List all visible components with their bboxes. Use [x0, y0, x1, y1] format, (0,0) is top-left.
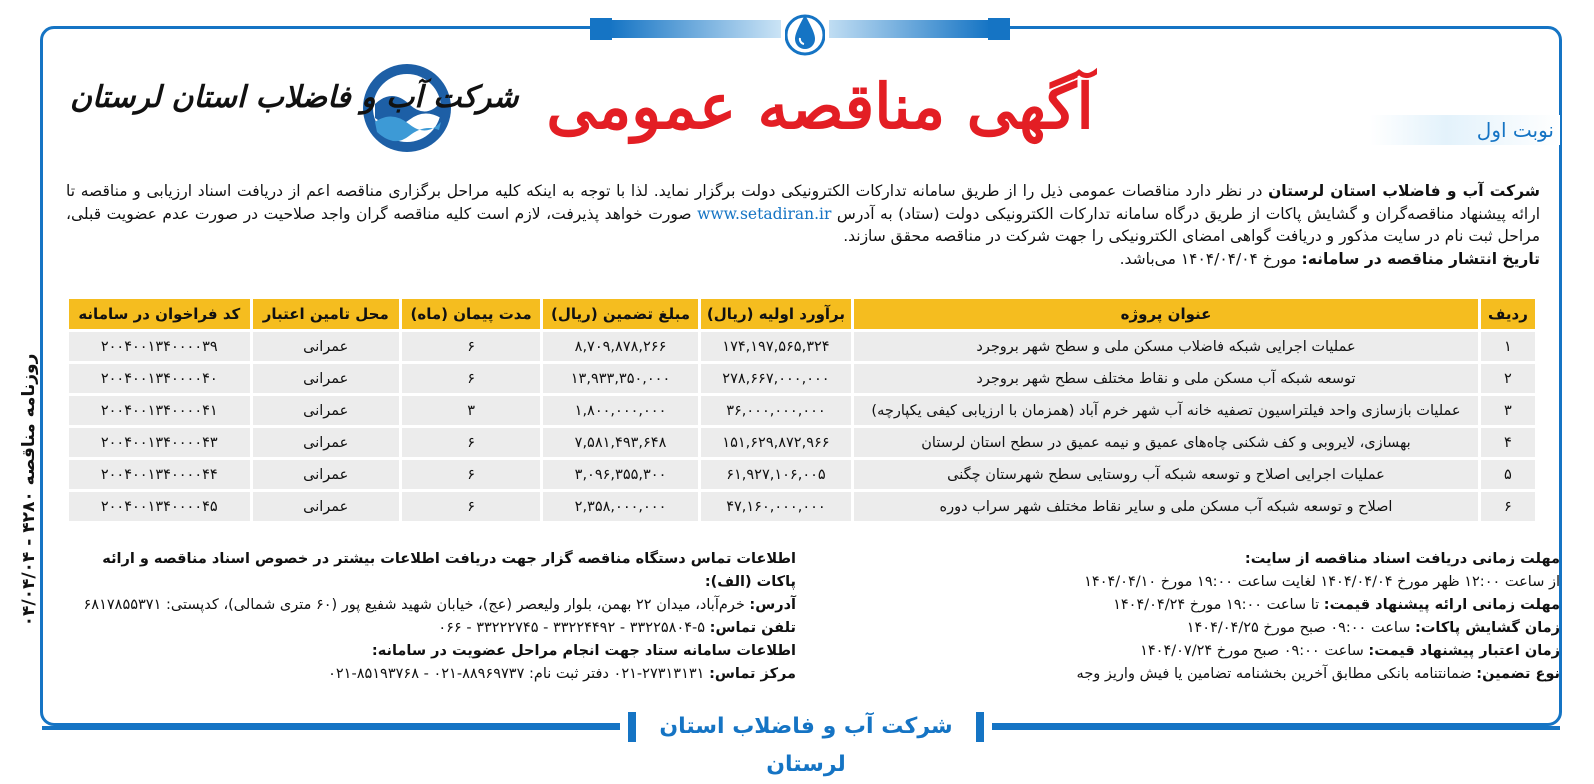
- cell-guarantee: ۱۳,۹۳۳,۳۵۰,۰۰۰: [543, 364, 697, 393]
- cell-guarantee: ۲,۳۵۸,۰۰۰,۰۰۰: [543, 492, 697, 521]
- intro-paragraph: [66, 180, 1540, 270]
- col-estimate: برآورد اولیه (ریال): [701, 299, 851, 329]
- docs-deadline-value: از ساعت ۱۲:۰۰ ظهر مورخ ۱۴۰۴/۰۴/۰۴ لغایت ساعت ۱۹:۰۰ مورخ ۱۴۰۴/۰۴/۱۰: [1084, 574, 1560, 590]
- table-row: [69, 428, 1535, 457]
- cell-estimate: ۱۷۴,۱۹۷,۵۶۵,۳۲۴: [701, 332, 851, 361]
- cell-code: ۲۰۰۴۰۰۱۳۴۰۰۰۰۴۳: [69, 428, 250, 457]
- opening-label: زمان گشایش پاکات:: [1415, 620, 1560, 636]
- phone-value: ۵-۳۳۲۲۵۸۰۴ - ۳۳۲۲۴۴۹۲ - ۳۳۲۲۲۷۴۵ - ۰۶۶: [438, 620, 710, 636]
- footer-line-left: [42, 726, 620, 730]
- cell-row: ۱: [1481, 332, 1535, 361]
- newspaper-side-label: [8, 330, 50, 650]
- cell-funding: عمرانی: [253, 492, 399, 521]
- cell-estimate: ۶۱,۹۲۷,۱۰۶,۰۰۵: [701, 460, 851, 489]
- publish-date-label: تاریخ انتشار مناقصه در سامانه:: [1301, 249, 1540, 268]
- footer-company-name: شرکت آب و فاضلاب استان لرستان: [659, 714, 953, 777]
- setad-link[interactable]: www.setadiran.ir: [697, 204, 832, 223]
- col-code: کد فراخوان در سامانه: [69, 299, 250, 329]
- table-row: [69, 460, 1535, 489]
- cell-funding: عمرانی: [253, 332, 399, 361]
- cell-duration: ۶: [402, 460, 540, 489]
- deadlines-section: [1020, 548, 1560, 686]
- cell-funding: عمرانی: [253, 428, 399, 457]
- cell-row: ۵: [1481, 460, 1535, 489]
- page-title: آگهی مناقصه عمومی: [546, 70, 1094, 143]
- col-duration: مدت پیمان (ماه): [402, 299, 540, 329]
- cell-project: عملیات اجرایی شبکه فاضلاب مسکن ملی و سطح شهر بروجرد: [854, 332, 1478, 361]
- intro-text-1: در نظر دارد مناقصات عمومی ذیل را از طریق سامانه تدارکات الکترونیکی دولت برگزار نماید. لذا با توجه به اینکه کلیه مراحل برگزاری مناقصه اعم از دریافت اسناد ارزیابی و مناقصه تا ارائه پیشنهاد مناقصه‌گران و گشایش پاکات از طریق درگاه سامانه تدارکات الکترونیکی دولت (ستاد) به آدرس: [66, 182, 1541, 223]
- side-text: روزنامه مناقصه ۴۲۸۰ - ۰۴/۰۴/۰۴: [19, 353, 39, 627]
- cell-project: اصلاح و توسعه شبکه آب مسکن ملی و سایر نقاط مختلف شهر سراب دوره: [854, 492, 1478, 521]
- address-label: آدرس:: [749, 597, 796, 613]
- footer-line-right: [992, 726, 1560, 730]
- cell-guarantee: ۷,۵۸۱,۴۹۳,۶۴۸: [543, 428, 697, 457]
- cell-code: ۲۰۰۴۰۰۱۳۴۰۰۰۰۳۹: [69, 332, 250, 361]
- col-funding: محل تامین اعتبار: [253, 299, 399, 329]
- intro-text-2: صورت خواهد پذیرفت، لازم است کلیه مناقصه گران واجد صلاحیت در صورت عدم عضویت قبلی، مراحل ثبت نام در سایت مذکور و دریافت گواهی امضای الکترونیکی را جهت شرکت در مناقصه محقق سازند.: [66, 204, 1540, 245]
- cell-funding: عمرانی: [253, 364, 399, 393]
- cell-estimate: ۴۷,۱۶۰,۰۰۰,۰۰۰: [701, 492, 851, 521]
- cell-project: عملیات بازسازی واحد فیلتراسیون تصفیه خانه آب شهر خرم آباد (همزمان با ارزیابی کیفی یکپارچه): [854, 396, 1478, 425]
- cell-guarantee: ۸,۷۰۹,۸۷۸,۲۶۶: [543, 332, 697, 361]
- col-project: عنوان پروژه: [854, 299, 1478, 329]
- table-header-row: [69, 299, 1535, 329]
- table-row: [69, 492, 1535, 521]
- cell-row: ۴: [1481, 428, 1535, 457]
- round-label: نوبت اول: [1370, 115, 1560, 145]
- col-row: ردیف: [1481, 299, 1535, 329]
- cell-duration: ۶: [402, 332, 540, 361]
- cell-project: عملیات اجرایی اصلاح و توسعه شبکه آب روستایی سطح شهرستان چگنی: [854, 460, 1478, 489]
- validity-value: ساعت ۰۹:۰۰ صبح مورخ ۱۴۰۴/۰۷/۲۴: [1140, 643, 1369, 659]
- cell-code: ۲۰۰۴۰۰۱۳۴۰۰۰۰۴۰: [69, 364, 250, 393]
- water-drop-icon: [781, 0, 829, 62]
- table-row: [69, 364, 1535, 393]
- cell-code: ۲۰۰۴۰۰۱۳۴۰۰۰۰۴۴: [69, 460, 250, 489]
- address-value: خرم‌آباد، میدان ۲۲ بهمن، بلوار ولیعصر (عج)، خیابان شهید شفیع پور (۶۰ متری شمالی)، کدپستی: ۶۸۱۷۸۵۵۳۷۱: [83, 597, 750, 613]
- call-center-label: مرکز تماس:: [709, 666, 796, 682]
- phone-label: تلفن تماس:: [709, 620, 796, 636]
- table-row: [69, 396, 1535, 425]
- cell-guarantee: ۱,۸۰۰,۰۰۰,۰۰۰: [543, 396, 697, 425]
- cell-code: ۲۰۰۴۰۰۱۳۴۰۰۰۰۴۵: [69, 492, 250, 521]
- cell-row: ۲: [1481, 364, 1535, 393]
- cell-estimate: ۲۷۸,۶۶۷,۰۰۰,۰۰۰: [701, 364, 851, 393]
- publish-date-value: مورخ ۱۴۰۴/۰۴/۰۴ می‌باشد.: [1119, 249, 1302, 268]
- cell-project: بهسازی، لایروبی و کف شکنی چاه‌های عمیق و نیمه عمیق در سطح استان لرستان: [854, 428, 1478, 457]
- bid-deadline-value: تا ساعت ۱۹:۰۰ مورخ ۱۴۰۴/۰۴/۲۴: [1113, 597, 1324, 613]
- opening-value: ساعت ۰۹:۰۰ صبح مورخ ۱۴۰۴/۰۴/۲۵: [1186, 620, 1416, 636]
- cell-funding: عمرانی: [253, 396, 399, 425]
- table-row: [69, 332, 1535, 361]
- col-guarantee: مبلغ تضمین (ریال): [543, 299, 697, 329]
- setad-info-label: اطلاعات سامانه ستاد جهت انجام مراحل عضویت در سامانه:: [371, 643, 796, 659]
- cell-guarantee: ۳,۰۹۶,۳۵۵,۳۰۰: [543, 460, 697, 489]
- contact-heading: اطلاعات تماس دستگاه مناقصه گزار جهت دریافت اطلاعات بیشتر در خصوص اسناد مناقصه و ارائه پاکات (الف):: [102, 551, 796, 590]
- footer-banner: [620, 708, 992, 777]
- bid-deadline-label: مهلت زمانی ارائه پیشنهاد قیمت:: [1323, 597, 1560, 613]
- contact-section: [66, 548, 796, 686]
- validity-label: زمان اعتبار پیشنهاد قیمت:: [1368, 643, 1560, 659]
- guarantee-type-value: ضمانتنامه بانکی مطابق آخرین بخشنامه تضامین یا فیش واریز وجه: [1076, 666, 1477, 682]
- cell-duration: ۶: [402, 492, 540, 521]
- tenders-table: [66, 296, 1538, 524]
- call-center-value: ۲۷۳۱۳۱۳۱-۰۲۱ دفتر ثبت نام: ۸۸۹۶۹۷۳۷-۰۲۱ - ۸۵۱۹۳۷۶۸-۰۲۱: [328, 666, 710, 682]
- cell-duration: ۳: [402, 396, 540, 425]
- cell-duration: ۶: [402, 428, 540, 457]
- cell-funding: عمرانی: [253, 460, 399, 489]
- cell-estimate: ۳۶,۰۰۰,۰۰۰,۰۰۰: [701, 396, 851, 425]
- cell-estimate: ۱۵۱,۶۲۹,۸۷۲,۹۶۶: [701, 428, 851, 457]
- cell-row: ۳: [1481, 396, 1535, 425]
- logo-company-name: شرکت آب و فاضلاب استان لرستان: [70, 80, 519, 115]
- cell-code: ۲۰۰۴۰۰۱۳۴۰۰۰۰۴۱: [69, 396, 250, 425]
- intro-company: شرکت آب و فاضلاب استان لرستان: [1268, 182, 1541, 200]
- cell-project: توسعه شبکه آب مسکن ملی و نقاط مختلف سطح شهر بروجرد: [854, 364, 1478, 393]
- cell-row: ۶: [1481, 492, 1535, 521]
- cell-duration: ۶: [402, 364, 540, 393]
- docs-deadline-label: مهلت زمانی دریافت اسناد مناقصه از سایت:: [1244, 551, 1560, 567]
- guarantee-type-label: نوع تضمین:: [1476, 666, 1560, 682]
